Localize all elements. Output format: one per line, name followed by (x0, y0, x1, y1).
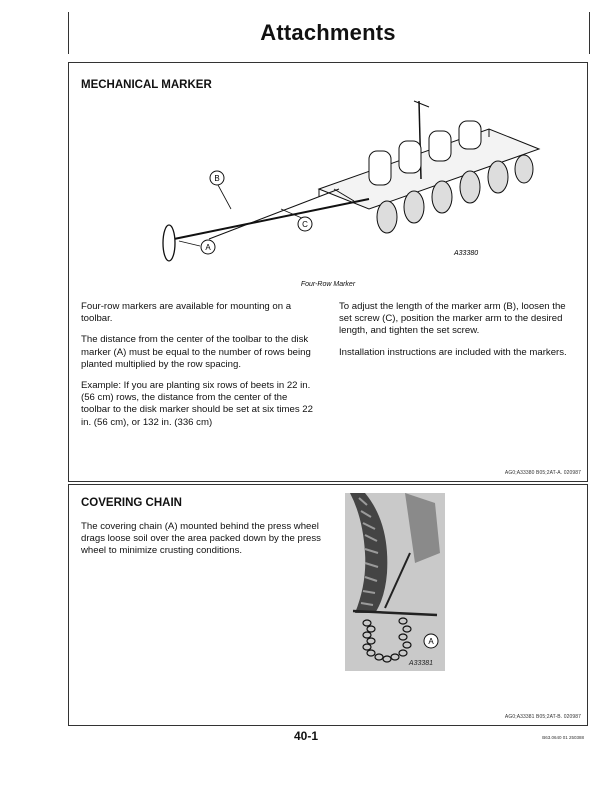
chain-reference-code: AG0;A33381 B05;2AT-B. 020987 (504, 714, 581, 720)
document-code: B63.0640 01 250388 (542, 735, 584, 740)
covering-chain-text (81, 521, 336, 567)
callout-b: B (214, 174, 220, 183)
paragraph: Installation instructions are included with the markers. (339, 346, 567, 358)
marker-text-col1 (81, 301, 319, 438)
paragraph: The covering chain (A) mounted behind the press wheel drags loose soil over the area packed down by the press wheel to minimize crusting conditions. (81, 521, 321, 557)
paragraph: The distance from the center of the toolbar to the disk marker (A) must be equal to the number of rows being planted multiplied by the row spacing. (81, 334, 311, 370)
mechanical-marker-heading: MECHANICAL MARKER (81, 79, 212, 91)
marker-reference-code: AG0;A33380 B05;2AT-A. 020987 (504, 470, 581, 476)
marker-text-col2 (339, 301, 577, 368)
chain-callout-a: A (428, 637, 434, 646)
four-row-marker-illustration (69, 89, 587, 289)
figure-caption: Four-Row Marker (300, 281, 356, 288)
page-number: 40-1 (293, 729, 319, 743)
covering-chain-photo (345, 493, 445, 671)
figure-id: A33380 (454, 250, 479, 257)
paragraph: Four-row markers are available for mounting on a toolbar. (81, 301, 292, 325)
chain-figure-id: A33381 (408, 660, 434, 667)
callout-a: A (205, 243, 211, 252)
covering-chain-section (68, 484, 588, 726)
page-title: Attachments (260, 20, 396, 45)
callout-c: C (302, 220, 308, 229)
paragraph: To adjust the length of the marker arm (B), loosen the set screw (C), position the marker arm to the desired length, and tighten the set screw. (339, 301, 566, 337)
paragraph: Example: If you are planting six rows of beets in 22 in. (56 cm) rows, the distance from the center of the toolbar to the disk marker should be set at six times 22 in. (56 cm), or 132 in. (336 cm) (81, 380, 313, 428)
mechanical-marker-section (68, 62, 588, 482)
covering-chain-heading: COVERING CHAIN (81, 497, 182, 509)
